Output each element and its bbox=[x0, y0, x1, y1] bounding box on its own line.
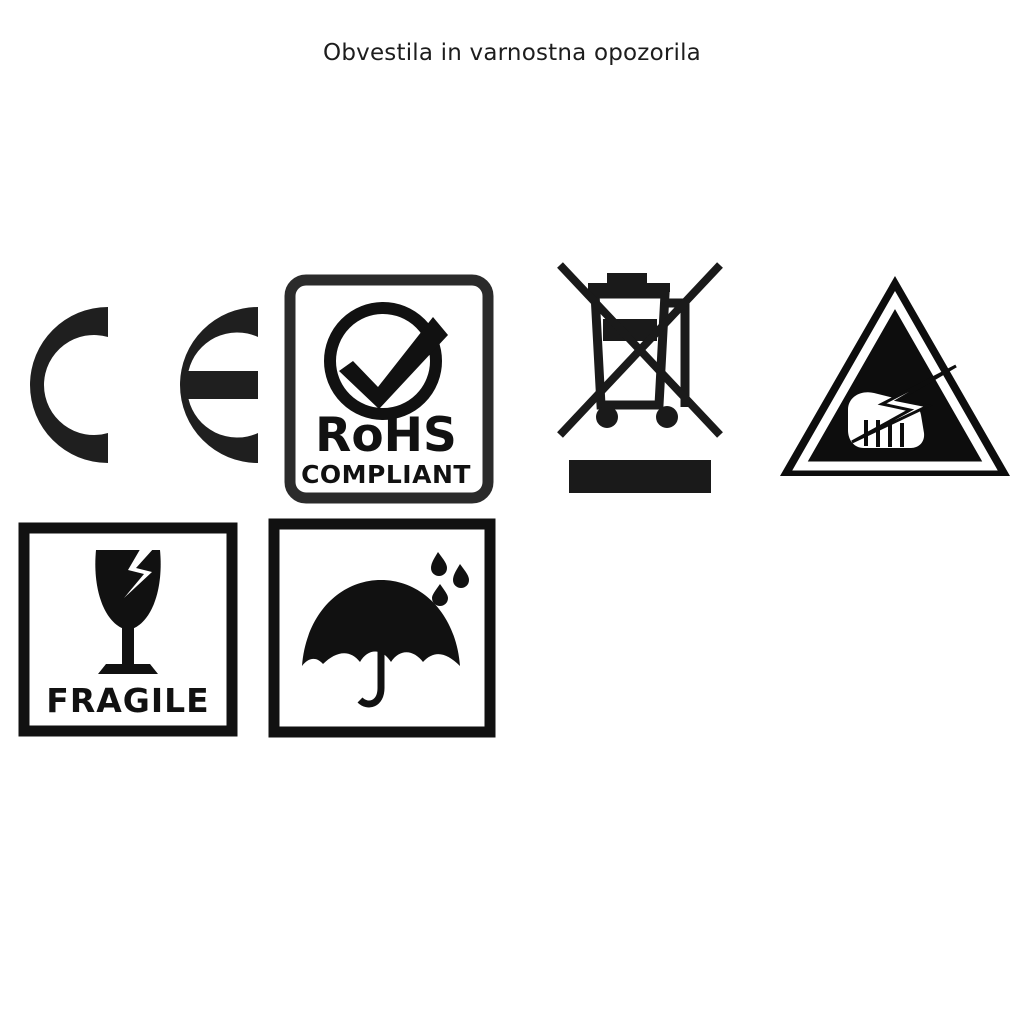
fragile-label: FRAGILE bbox=[46, 681, 210, 720]
keep-dry-umbrella-icon bbox=[268, 518, 496, 738]
rohs-line2: COMPLIANT bbox=[301, 460, 471, 489]
fragile-glass-icon bbox=[18, 522, 238, 737]
ce-marking-icon bbox=[10, 285, 260, 485]
page-title: Obvestila in varnostna opozorila bbox=[323, 40, 701, 66]
rohs-line1: RoHS bbox=[315, 408, 457, 463]
esd-sensitive-device-warning-icon bbox=[778, 270, 1013, 485]
weee-crossed-out-wheelie-bin-icon bbox=[555, 255, 725, 510]
rohs-compliant-icon bbox=[283, 273, 495, 548]
